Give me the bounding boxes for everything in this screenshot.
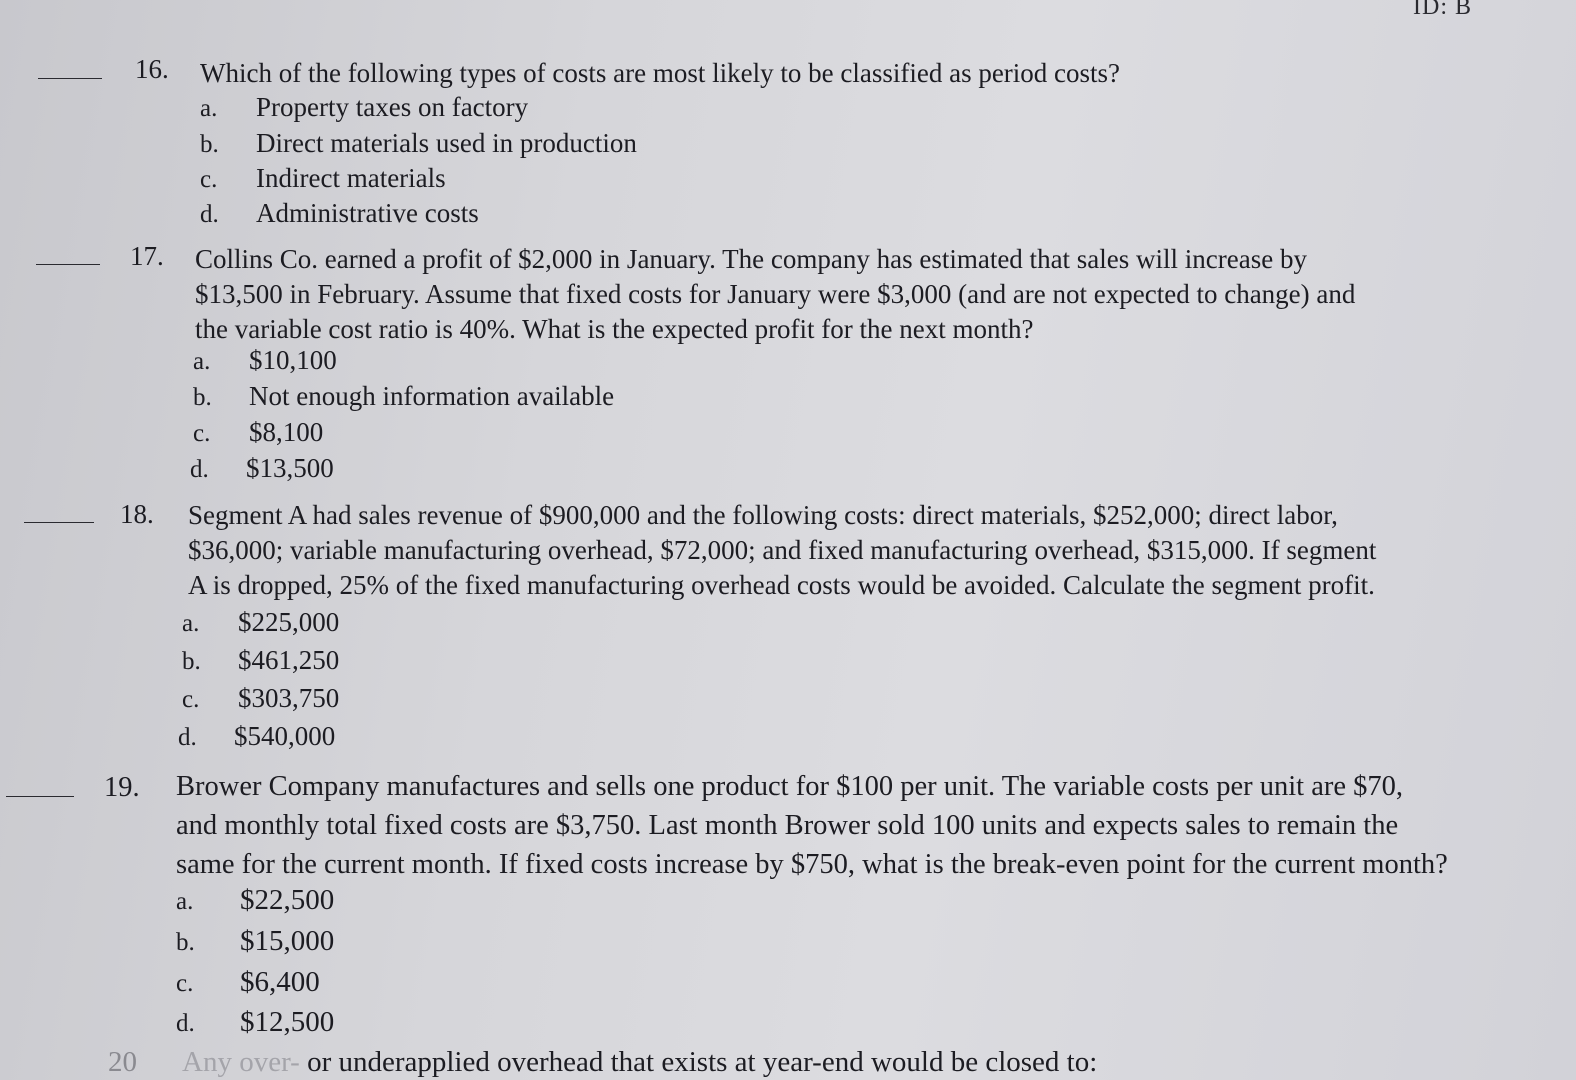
question-number: 20 <box>108 1046 137 1078</box>
option-letter: d. <box>200 201 219 228</box>
option-text: $540,000 <box>234 721 336 751</box>
option-d[interactable] <box>190 453 334 487</box>
option-letter: d. <box>176 1010 195 1037</box>
option-letter: a. <box>182 610 200 637</box>
option-letter: a. <box>176 888 194 915</box>
option-d[interactable] <box>176 1006 334 1047</box>
option-text: Indirect materials <box>256 163 446 193</box>
question-number: 17. <box>130 241 164 271</box>
option-text: Direct materials used in production <box>256 128 637 158</box>
option-letter: b. <box>200 131 219 158</box>
option-a[interactable] <box>193 345 337 379</box>
option-text: $10,100 <box>249 345 337 375</box>
question-text-line: Brower Company manufactures and sells one product for $100 per unit. The variable costs per unit are $70, <box>176 771 1404 802</box>
option-letter: b. <box>182 648 201 675</box>
option-text: $22,500 <box>240 884 335 916</box>
question-text-line: A is dropped, 25% of the fixed manufacturing overhead costs would be avoided. Calculate the segment profit. <box>188 570 1375 600</box>
question-text: or underapplied overhead that exists at year-end would be closed to: <box>307 1046 1098 1078</box>
question-text <box>188 498 1376 603</box>
option-d[interactable] <box>178 721 335 755</box>
option-text: $225,000 <box>238 607 340 637</box>
option-b[interactable] <box>200 128 637 162</box>
option-letter: d. <box>190 456 209 483</box>
option-letter: a. <box>193 348 211 375</box>
option-letter: d. <box>178 724 197 751</box>
option-text: $12,500 <box>240 1006 335 1038</box>
question-text-line: $36,000; variable manufacturing overhead, $72,000; and fixed manufacturing overhead, $315,000. If segment <box>188 535 1377 565</box>
question-text-line: Which of the following types of costs are most likely to be classified as period costs? <box>200 58 1121 88</box>
option-letter: c. <box>176 970 194 997</box>
option-c[interactable] <box>200 163 446 197</box>
question-text-line: the variable cost ratio is 40%. What is the expected profit for the next month? <box>195 314 1034 344</box>
option-text: $461,250 <box>238 645 340 675</box>
option-text: Property taxes on factory <box>256 92 529 122</box>
option-a[interactable] <box>200 92 528 126</box>
option-a[interactable] <box>182 607 339 641</box>
question-text-line: Collins Co. earned a profit of $2,000 in January. The company has estimated that sales will increase by <box>195 244 1307 274</box>
option-c[interactable] <box>182 683 339 717</box>
option-text: $6,400 <box>240 966 320 998</box>
option-text: $303,750 <box>238 683 340 713</box>
question-number: 19. <box>104 772 140 803</box>
answer-blank-16[interactable] <box>38 78 102 79</box>
option-b[interactable] <box>193 381 614 415</box>
option-c[interactable] <box>193 417 323 451</box>
option-letter: b. <box>176 929 195 956</box>
question-text-line: and monthly total fixed costs are $3,750. Last month Brower sold 100 units and expects sales to remain the <box>176 810 1399 841</box>
answer-blank-18[interactable] <box>24 522 94 523</box>
option-letter: a. <box>200 95 218 122</box>
question-text <box>200 56 1120 91</box>
question-text <box>176 767 1448 884</box>
question-number: 16. <box>135 54 169 84</box>
question-number: 18. <box>120 499 154 529</box>
option-letter: b. <box>193 384 212 411</box>
option-text: Administrative costs <box>256 198 479 228</box>
question-text-line: $13,500 in February. Assume that fixed costs for January were $3,000 (and are not expected to change) and <box>195 279 1356 309</box>
option-text: $13,500 <box>246 453 334 483</box>
option-c[interactable] <box>176 966 320 1007</box>
option-b[interactable] <box>182 645 339 679</box>
question-text-line: Segment A had sales revenue of $900,000 and the following costs: direct materials, $252,000; direct labor, <box>188 500 1338 530</box>
option-letter: c. <box>182 686 200 713</box>
question-text-line: same for the current month. If fixed costs increase by $750, what is the break-even point for the current month? <box>176 849 1448 880</box>
answer-blank-19[interactable] <box>6 796 74 797</box>
option-a[interactable] <box>176 884 334 925</box>
option-text: $15,000 <box>240 925 335 957</box>
question-20-partial <box>108 1046 1097 1079</box>
option-d[interactable] <box>200 198 479 232</box>
question-text <box>195 242 1355 347</box>
answer-blank-17[interactable] <box>36 264 100 265</box>
option-b[interactable] <box>176 925 334 966</box>
option-letter: c. <box>193 420 211 447</box>
question-text-faded: Any over- <box>182 1046 300 1078</box>
option-letter: c. <box>200 166 218 193</box>
option-text: Not enough information available <box>249 381 615 411</box>
option-text: $8,100 <box>249 417 324 447</box>
test-id-label: ID: B <box>1413 0 1472 20</box>
